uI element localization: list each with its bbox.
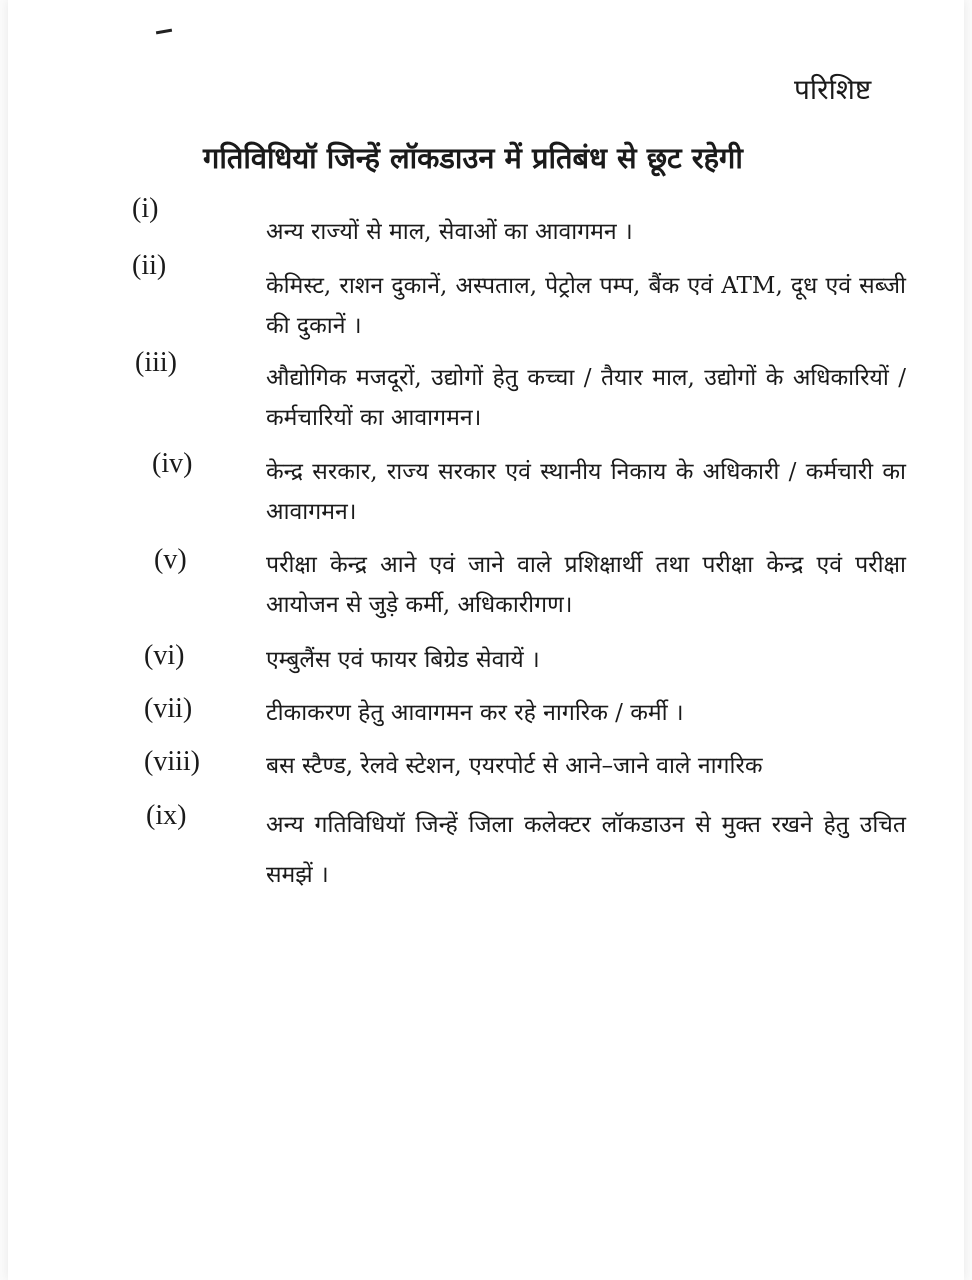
item-number: (iii) bbox=[135, 347, 177, 378]
item-number: (ii) bbox=[132, 250, 167, 281]
list-item: एम्बुलैंस एवं फायर बिग्रेड सेवायें । bbox=[266, 647, 540, 673]
list-item: टीकाकरण हेतु आवागमन कर रहे नागरिक / कर्मी । bbox=[266, 700, 684, 726]
document-title: गतिविधियॉ जिन्हें लॉकडाउन में प्रतिबंध से छूट रहेगी bbox=[203, 141, 743, 175]
list-item: केमिस्ट, राशन दुकानें, अस्पताल, पेट्रोल पम्प, बैंक एवं ATM, दूध एवं सब्जी की दुकानें । bbox=[266, 273, 906, 339]
item-number: (ix) bbox=[146, 800, 187, 831]
list-item: अन्य राज्यों से माल, सेवाओं का आवागमन । bbox=[266, 219, 633, 245]
list-item: बस स्टैण्ड, रेलवे स्टेशन, एयरपोर्ट से आने–जाने वाले नागरिक bbox=[266, 753, 763, 779]
item-number: (vi) bbox=[144, 640, 185, 671]
list-item: केन्द्र सरकार, राज्य सरकार एवं स्थानीय निकाय के अधिकारी / कर्मचारी का आवागमन। bbox=[266, 459, 906, 525]
list-item: अन्य गतिविधियॉ जिन्हें जिला कलेक्टर लॉकडाउन से मुक्त रखने हेतु उचित समझें । bbox=[266, 812, 906, 888]
item-number: (v) bbox=[154, 544, 187, 575]
annex-heading: परिशिष्ट bbox=[794, 73, 872, 106]
list-item: औद्योगिक मजदूरों, उद्योगों हेतु कच्चा / तैयार माल, उद्योगों के अधिकारियों / कर्मचारियों का आवागमन। bbox=[266, 365, 906, 431]
list-item: परीक्षा केन्द्र आने एवं जाने वाले प्रशिक्षार्थी तथा परीक्षा केन्द्र एवं परीक्षा आयोजन से जुड़े कर्मी, अधिकारीगण। bbox=[266, 552, 906, 618]
document-page bbox=[8, 0, 964, 1280]
item-number: (iv) bbox=[152, 448, 193, 479]
item-number: (viii) bbox=[144, 746, 200, 777]
item-number: (vii) bbox=[144, 693, 193, 724]
item-number: (i) bbox=[132, 193, 159, 224]
scan-mark bbox=[156, 29, 172, 35]
